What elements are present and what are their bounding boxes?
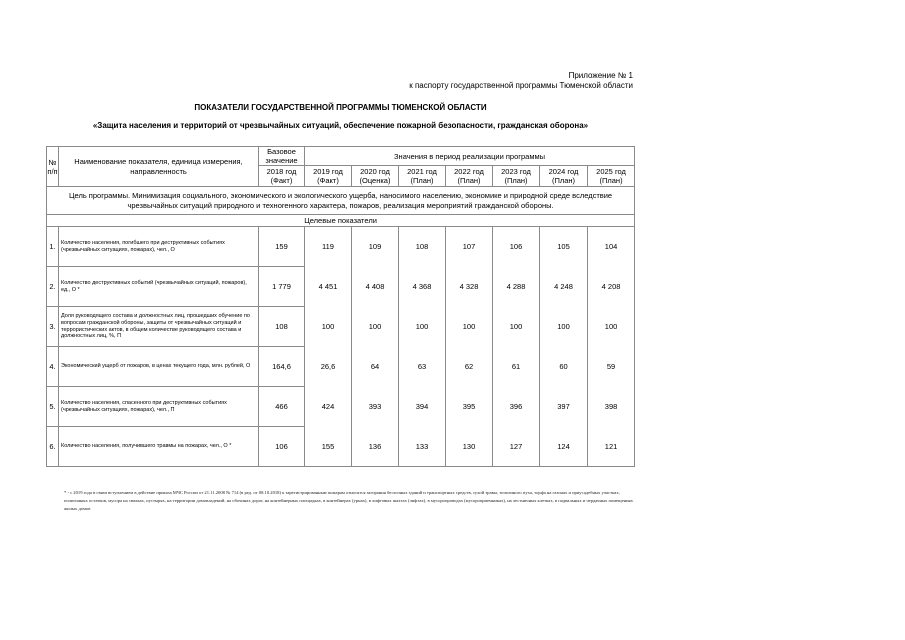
year-value: 424: [305, 387, 352, 427]
header-num: № п/п: [47, 147, 59, 187]
row-number: 1.: [47, 227, 59, 267]
base-value: 164,6: [259, 347, 305, 387]
program-goal: Цель программы. Минимизация социального, экономического и экологического ущерба, наносимого населению, экономике и природной среде вследствие чрезвычайных ситуаций природного и техногенного характера, пожаров, реализация мероприятий гражданской обороны.: [47, 187, 635, 215]
row-number: 3.: [47, 307, 59, 347]
document-subtitle: «Защита населения и территорий от чрезвычайных ситуаций, обеспечение пожарной безопасности, гражданская оборона»: [92, 121, 589, 130]
header-year: 2018 год (Факт): [259, 166, 305, 187]
year-value: 60: [540, 347, 588, 387]
year-value: 107: [446, 227, 493, 267]
year-value: 397: [540, 387, 588, 427]
year-value: 100: [352, 307, 399, 347]
year-value: 119: [305, 227, 352, 267]
base-value: 108: [259, 307, 305, 347]
year-value: 130: [446, 427, 493, 467]
appendix-note: [409, 71, 633, 91]
year-value: 63: [399, 347, 446, 387]
year-value: 64: [352, 347, 399, 387]
table-row: [47, 307, 635, 347]
indicator-rows: [47, 227, 635, 467]
goal-row: [47, 187, 635, 215]
year-value: 393: [352, 387, 399, 427]
document-title: ПОКАЗАТЕЛИ ГОСУДАРСТВЕННОЙ ПРОГРАММЫ ТЮМЕНСКОЙ ОБЛАСТИ: [194, 103, 487, 112]
year-value: 4 451: [305, 267, 352, 307]
appendix-line-2: к паспорту государственной программы Тюменской области: [409, 81, 633, 90]
year-value: 136: [352, 427, 399, 467]
year-value: 394: [399, 387, 446, 427]
year-value: 124: [540, 427, 588, 467]
section-label: Целевые показатели: [47, 215, 635, 227]
indicator-name: Экономический ущерб от пожаров, в ценах текущего года, млн. рублей, О: [59, 347, 259, 387]
year-value: 127: [493, 427, 540, 467]
year-value: 105: [540, 227, 588, 267]
year-value: 4 368: [399, 267, 446, 307]
header-base: Базовое значение: [259, 147, 305, 166]
year-value: 396: [493, 387, 540, 427]
year-value: 61: [493, 347, 540, 387]
table-row: [47, 427, 635, 467]
year-value: 133: [399, 427, 446, 467]
year-value: 59: [588, 347, 635, 387]
header-period: Значения в период реализации программы: [305, 147, 635, 166]
year-value: 4 288: [493, 267, 540, 307]
header-row-1: [47, 147, 635, 166]
year-value: 104: [588, 227, 635, 267]
section-row: [47, 215, 635, 227]
header-year: 2023 год (План): [493, 166, 540, 187]
header-year: 2020 год (Оценка): [352, 166, 399, 187]
indicators-table: [46, 146, 635, 467]
year-value: 395: [446, 387, 493, 427]
year-value: 26,6: [305, 347, 352, 387]
row-number: 5.: [47, 387, 59, 427]
table-row: [47, 387, 635, 427]
year-value: 121: [588, 427, 635, 467]
header-year: 2021 год (План): [399, 166, 446, 187]
indicator-name: Доля руководящего состава и должностных лиц, прошедших обучение по вопросам гражданской обороны, защиты от чрезвычайных ситуаций и террористических актов, в общем количестве руководящего состава и должностных лиц, %, П: [59, 307, 259, 347]
year-value: 109: [352, 227, 399, 267]
year-value: 108: [399, 227, 446, 267]
year-value: 62: [446, 347, 493, 387]
year-value: 100: [540, 307, 588, 347]
row-number: 2.: [47, 267, 59, 307]
year-value: 4 208: [588, 267, 635, 307]
year-value: 100: [446, 307, 493, 347]
table-row: [47, 227, 635, 267]
header-year: 2025 год (План): [588, 166, 635, 187]
year-value: 155: [305, 427, 352, 467]
year-value: 106: [493, 227, 540, 267]
header-year: 2019 год (Факт): [305, 166, 352, 187]
appendix-line-1: Приложение № 1: [568, 71, 633, 80]
indicator-name: Количество населения, погибшего при деструктивных событиях (чрезвычайных ситуациях, пожарах), чел., О: [59, 227, 259, 267]
header-year: 2024 год (План): [540, 166, 588, 187]
base-value: 466: [259, 387, 305, 427]
year-value: 398: [588, 387, 635, 427]
indicator-name: Количество населения, спасенного при деструктивных событиях (чрезвычайных ситуациях, пожарах), чел., П: [59, 387, 259, 427]
indicator-name: Количество населения, получившего травмы на пожарах, чел., О *: [59, 427, 259, 467]
row-number: 4.: [47, 347, 59, 387]
footnote: * - с 2019 года в связи вступлением в действие приказа МЧС России от 21.11.2008 № 714 (в ред. от 08.10.2018) к зарегистрированным пожарам относятся загорания бесхозных зданий и транспортных средств, сухой травы, тополиного пуха, торфа на газонах и приусадебных участках, полигонных остатков, мусора на свалках, пустырях, на территории домовладений, на обочинах дорог, на контейнерных площадках, в контейнерах (урнах), в лифтовых шахтах (лифтах), в мусоропроводах (мусороприемниках), на лестничных клетках, в подвальных и чердачных помещениях жилых домов: [64, 490, 633, 511]
base-value: 159: [259, 227, 305, 267]
header-name: Наименование показателя, единица измерения, направленность: [59, 147, 259, 187]
row-number: 6.: [47, 427, 59, 467]
year-value: 100: [305, 307, 352, 347]
table-row: [47, 347, 635, 387]
year-value: 4 328: [446, 267, 493, 307]
year-value: 100: [493, 307, 540, 347]
year-value: 100: [588, 307, 635, 347]
base-value: 1 779: [259, 267, 305, 307]
year-value: 4 408: [352, 267, 399, 307]
year-value: 4 248: [540, 267, 588, 307]
base-value: 106: [259, 427, 305, 467]
year-value: 100: [399, 307, 446, 347]
header-year: 2022 год (План): [446, 166, 493, 187]
table-row: [47, 267, 635, 307]
indicator-name: Количество деструктивных событий (чрезвычайных ситуаций, пожаров), ед., О *: [59, 267, 259, 307]
